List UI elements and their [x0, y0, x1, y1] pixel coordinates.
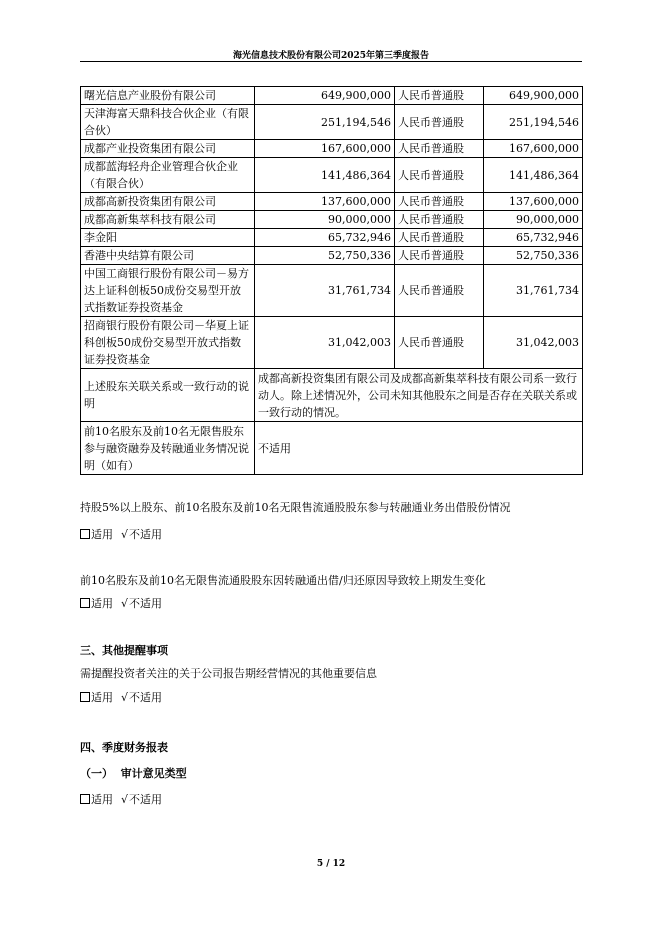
- share-type: 人民币普通股: [395, 265, 484, 317]
- option-applicable: 适用: [91, 597, 113, 610]
- table-row: [81, 105, 583, 140]
- audit-options: [80, 792, 582, 807]
- holder-shares: 90,000,000: [255, 211, 395, 229]
- table-row: [81, 211, 583, 229]
- table-row: [81, 229, 583, 247]
- holder-shares: 31,761,734: [255, 265, 395, 317]
- share-type: 人民币普通股: [395, 193, 484, 211]
- section3-options: [80, 690, 582, 705]
- share-type: 人民币普通股: [395, 229, 484, 247]
- holder-name: 中国工商银行股份有限公司－易方达上证科创板50成份交易型开放式指数证券投资基金: [81, 265, 255, 317]
- top-holders-table: [80, 86, 583, 475]
- report-header-title: 海光信息技术股份有限公司2025年第三季度报告: [232, 51, 430, 61]
- holder-shares: 31,042,003: [255, 317, 395, 369]
- share-quantity: 649,900,000: [484, 87, 583, 105]
- share-type: 人民币普通股: [395, 87, 484, 105]
- holder-name: 成都高新投资集团有限公司: [81, 193, 255, 211]
- holder-shares: 137,600,000: [255, 193, 395, 211]
- option-applicable: 适用: [91, 793, 113, 806]
- holder-shares: 649,900,000: [255, 87, 395, 105]
- share-quantity: 31,761,734: [484, 265, 583, 317]
- holder-name: 成都高新集萃科技有限公司: [81, 211, 255, 229]
- margin-label: 前10名股东及前10名无限售股东参与融资融券及转融通业务情况说明（如有）: [81, 422, 255, 475]
- page-number: 5 / 12: [316, 859, 346, 869]
- change-section-text: 前10名股东及前10名无限售流通股股东因转融通出借/归还原因导致较上期发生变化: [80, 574, 486, 587]
- margin-row: [81, 422, 583, 475]
- share-type: 人民币普通股: [395, 105, 484, 140]
- share-quantity: 141,486,364: [484, 158, 583, 193]
- holder-shares: 65,732,946: [255, 229, 395, 247]
- audit-opinion-subheading: （一） 审计意见类型: [80, 767, 187, 780]
- relation-text: 成都高新投资集团有限公司及成都高新集萃科技有限公司系一致行动人。除上述情况外，公司未知其他股东之间是否存在关联关系或一致行动的情况。: [255, 369, 583, 422]
- share-quantity: 31,042,003: [484, 317, 583, 369]
- holder-shares: 52,750,336: [255, 247, 395, 265]
- section4-heading: 四、季度财务报表: [80, 741, 168, 754]
- header-divider: [80, 61, 582, 62]
- holder-shares: 167,600,000: [255, 140, 395, 158]
- share-type: 人民币普通股: [395, 211, 484, 229]
- option-applicable: 适用: [91, 691, 113, 704]
- table-row: [81, 140, 583, 158]
- option-not-applicable: 不适用: [129, 793, 163, 806]
- holder-name: 李金阳: [81, 229, 255, 247]
- holder-name: 成都蓝海轻舟企业管理合伙企业（有限合伙）: [81, 158, 255, 193]
- relation-row: [81, 369, 583, 422]
- holder-name: 香港中央结算有限公司: [81, 247, 255, 265]
- checkbox-unchecked-icon: [80, 598, 90, 608]
- table-row: [81, 247, 583, 265]
- share-quantity: 52,750,336: [484, 247, 583, 265]
- checkbox-unchecked-icon: [80, 692, 90, 702]
- option-not-applicable: 不适用: [129, 528, 163, 541]
- checkmark-icon: √: [121, 793, 129, 806]
- checkmark-icon: √: [121, 597, 129, 610]
- holder-name: 成都产业投资集团有限公司: [81, 140, 255, 158]
- change-options: [80, 596, 582, 611]
- checkbox-unchecked-icon: [80, 794, 90, 804]
- table-row: [81, 265, 583, 317]
- share-quantity: 167,600,000: [484, 140, 583, 158]
- option-not-applicable: 不适用: [129, 597, 163, 610]
- share-quantity: 251,194,546: [484, 105, 583, 140]
- lending-options: [80, 527, 582, 542]
- relation-label: 上述股东关联关系或一致行动的说明: [81, 369, 255, 422]
- holder-name: 招商银行股份有限公司－华夏上证科创板50成份交易型开放式指数证券投资基金: [81, 317, 255, 369]
- checkmark-icon: √: [121, 528, 129, 541]
- share-type: 人民币普通股: [395, 317, 484, 369]
- table-row: [81, 317, 583, 369]
- section3-heading: 三、其他提醒事项: [80, 644, 168, 657]
- share-quantity: 137,600,000: [484, 193, 583, 211]
- table-row: [81, 158, 583, 193]
- share-type: 人民币普通股: [395, 158, 484, 193]
- option-applicable: 适用: [91, 528, 113, 541]
- holder-name: 天津海富天鼎科技合伙企业（有限合伙）: [81, 105, 255, 140]
- margin-text: 不适用: [255, 422, 583, 475]
- share-type: 人民币普通股: [395, 247, 484, 265]
- holder-shares: 141,486,364: [255, 158, 395, 193]
- table-row: [81, 87, 583, 105]
- share-quantity: 65,732,946: [484, 229, 583, 247]
- table-row: [81, 193, 583, 211]
- holder-shares: 251,194,546: [255, 105, 395, 140]
- lending-section-text: 持股5%以上股东、前10名股东及前10名无限售流通股股东参与转融通业务出借股份情况: [80, 501, 511, 514]
- checkbox-unchecked-icon: [80, 529, 90, 539]
- section3-text: 需提醒投资者关注的关于公司报告期经营情况的其他重要信息: [80, 667, 377, 680]
- share-type: 人民币普通股: [395, 140, 484, 158]
- holder-name: 曙光信息产业股份有限公司: [81, 87, 255, 105]
- share-quantity: 90,000,000: [484, 211, 583, 229]
- checkmark-icon: √: [121, 691, 129, 704]
- option-not-applicable: 不适用: [129, 691, 163, 704]
